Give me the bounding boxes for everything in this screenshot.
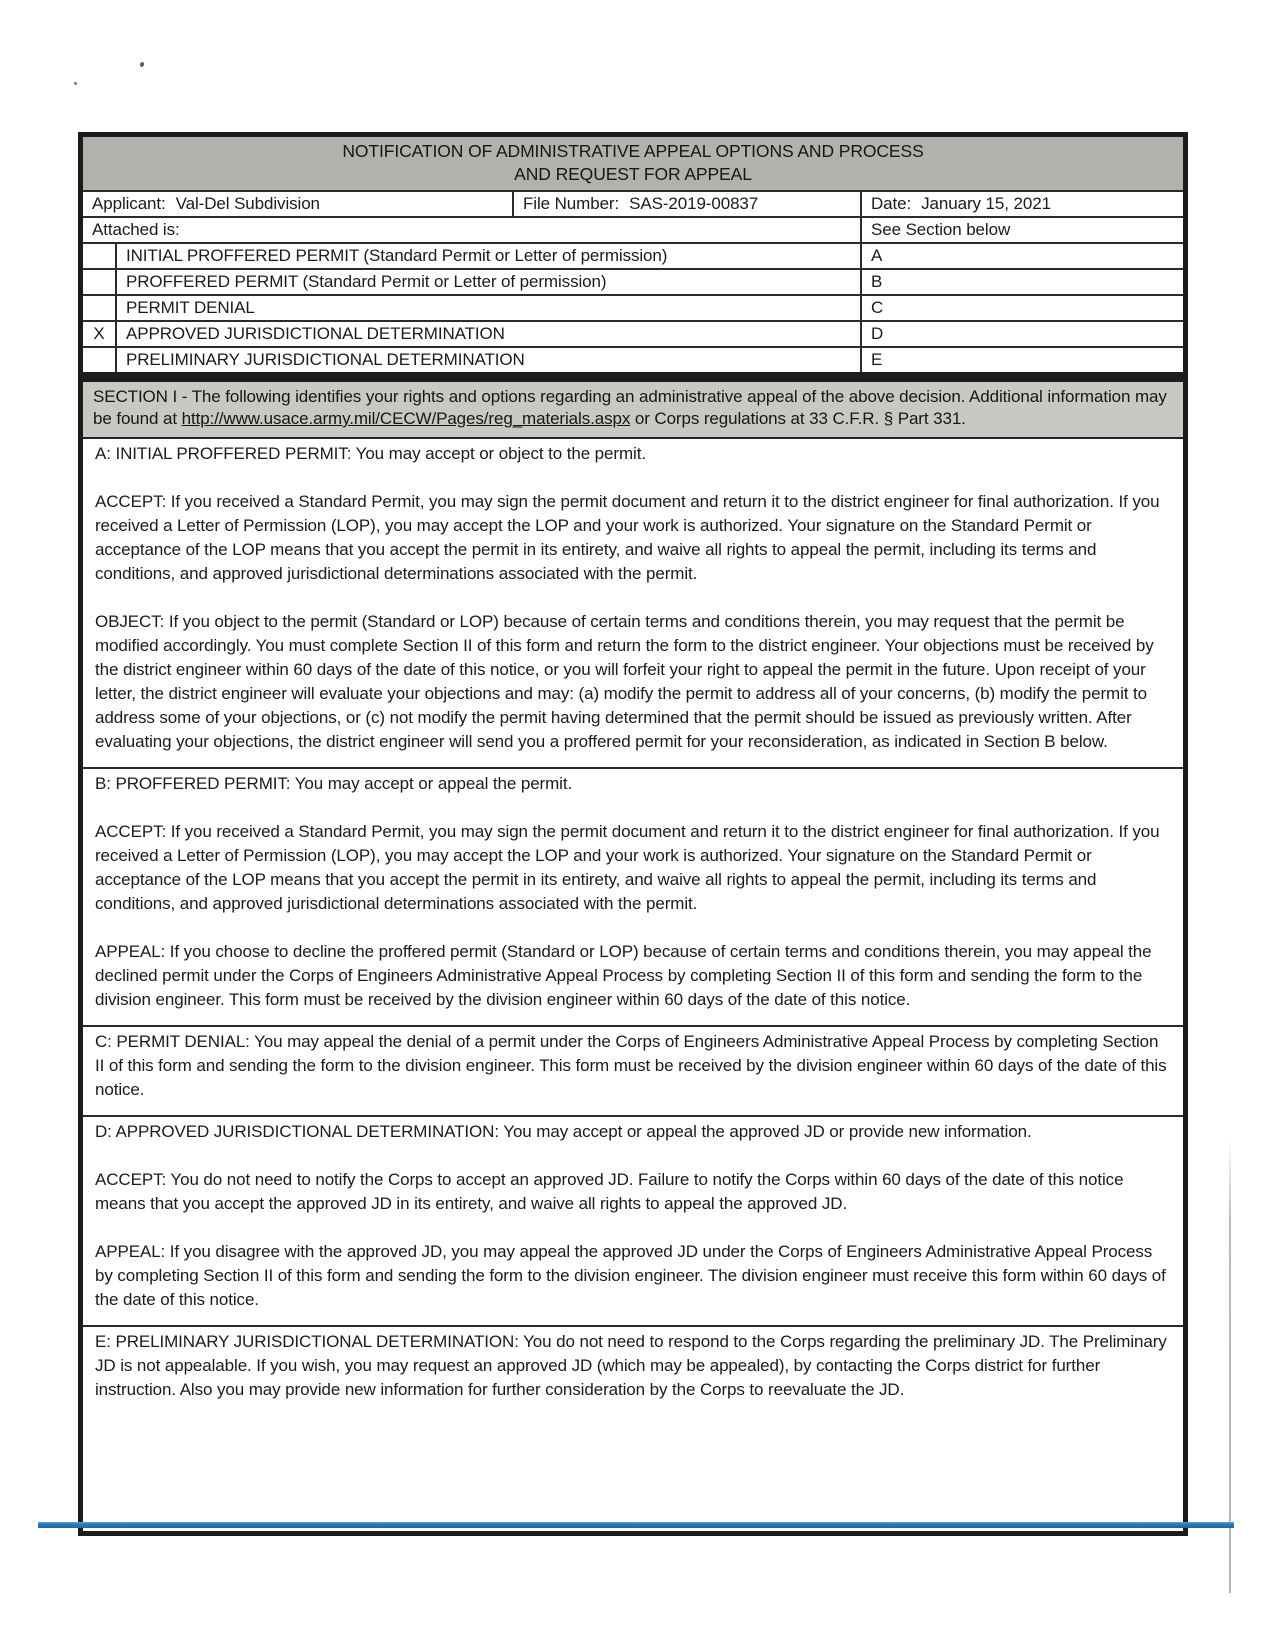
table-row-initial-proffered-permit (83, 242, 1183, 268)
section-a-heading: A: INITIAL PROFFERED PERMIT: You may accept or object to the permit. (95, 444, 646, 463)
table-row-preliminary-jd (83, 346, 1183, 372)
table-row-proffered-permit (83, 268, 1183, 294)
table-row-approved-jd (83, 320, 1183, 346)
attachment-label: INITIAL PROFFERED PERMIT (Standard Permit or Letter of permission) (115, 244, 860, 268)
section-a-object-paragraph: OBJECT: If you object to the permit (Standard or LOP) because of certain terms and conditions therein, you may request that the permit be modified accordingly. You must complete Section II of this form and return the form to the district engineer. Your objections must be received by the district engineer within 60 days of the date of this notice, or you will forfeit your right to appeal the permit in the future. Upon receipt of your letter, the district engineer will evaluate your objections and may: (a) modify the permit to address all of your concerns, (b) modify the permit to address some of your objections, or (c) not modify the permit having determined that the permit should be issued as previously written. After evaluating your objections, the district engineer will send you a proffered permit for your reconsideration, as indicated in Section B below. (95, 612, 1154, 751)
table-row-permit-denial (83, 294, 1183, 320)
section-d-accept-paragraph: ACCEPT: You do not need to notify the Corps to accept an approved JD. Failure to notify the Corps within 60 days of the date of this notice means that you accept the approved JD in its entirety, and waive all rights to appeal the approved JD. (95, 1170, 1124, 1213)
date-cell (860, 192, 1183, 216)
section-b-proffered-permit (83, 767, 1183, 1025)
section-d-heading: D: APPROVED JURISDICTIONAL DETERMINATION: You may accept or appeal the approved JD or provide new information. (95, 1122, 1032, 1141)
section-i-text-after-link: or Corps regulations at 33 C.F.R. § Part 331. (630, 409, 966, 428)
section-a-accept-paragraph: ACCEPT: If you received a Standard Permit, you may sign the permit document and return it to the district engineer for final authorization. If you received a Letter of Permission (LOP), you may accept the LOP and your work is authorized. Your signature on the Standard Permit or acceptance of the LOP means that you accept the permit in its entirety, and waive all rights to appeal the permit, including its terms and conditions, and approved jurisdictional determinations associated with the permit. (95, 492, 1160, 583)
checkbox-cell (83, 244, 115, 268)
section-letter: A (860, 244, 1183, 268)
section-i-text-before-link: SECTION I - The following identifies your rights and options regarding an administrative appeal of the above decision. Additional information may be found at (93, 387, 1167, 428)
section-e-paragraph: E: PRELIMINARY JURISDICTIONAL DETERMINATION: You do not need to respond to the Corps regarding the preliminary JD. The Preliminary JD is not appealable. If you wish, you may request an approved JD (which may be appealed), by contacting the Corps district for further instruction. Also you may provide new information for further consideration by the Corps to reevaluate the JD. (95, 1332, 1167, 1399)
header-row (83, 190, 1183, 216)
file-number-value: SAS-2019-00837 (629, 194, 759, 213)
section-b-accept-paragraph: ACCEPT: If you received a Standard Permit, you may sign the permit document and return it to the district engineer for final authorization. If you received a Letter of Permission (LOP), you may accept the LOP and your work is authorized. Your signature on the Standard Permit or acceptance of the LOP means that you accept the permit in its entirety, and waive all rights to appeal the permit, including its terms and conditions, and approved jurisdictional determinations associated with the permit. (95, 822, 1160, 913)
section-letter: D (860, 322, 1183, 346)
checkbox-cell-marked: X (93, 324, 105, 343)
section-d-approved-jd (83, 1115, 1183, 1325)
section-letter: C (860, 296, 1183, 320)
checkbox-cell (83, 296, 115, 320)
scan-speck (139, 61, 145, 67)
section-e-preliminary-jd (83, 1325, 1183, 1531)
regulations-link[interactable]: http://www.usace.army.mil/CECW/Pages/reg_materials.aspx (181, 409, 631, 428)
section-d-appeal-paragraph: APPEAL: If you disagree with the approved JD, you may appeal the approved JD under the Corps of Engineers Administrative Appeal Process by completing Section II of this form and sending the form to the division engineer. The division engineer must receive this form within 60 days of the date of this notice. (95, 1242, 1166, 1309)
scan-speck (74, 82, 77, 85)
file-number-label: File Number: (523, 194, 620, 213)
section-letter: E (860, 348, 1183, 372)
section-c-paragraph: C: PERMIT DENIAL: You may appeal the denial of a permit under the Corps of Engineers Administrative Appeal Process by completing Section II of this form and sending the form to the division engineer. This form must be received by the division engineer within 60 days of the date of this notice. (95, 1032, 1167, 1099)
attachment-label: APPROVED JURISDICTIONAL DETERMINATION (115, 322, 860, 346)
section-a-initial-proffered-permit (83, 439, 1183, 767)
checkbox-cell (83, 348, 115, 372)
file-number-cell (512, 192, 860, 216)
applicant-label: Applicant: (92, 194, 166, 213)
section-c-permit-denial (83, 1025, 1183, 1115)
form-title-line1: NOTIFICATION OF ADMINISTRATIVE APPEAL OPTIONS AND PROCESS (342, 141, 924, 161)
section-letter: B (860, 270, 1183, 294)
attachment-label: PERMIT DENIAL (115, 296, 860, 320)
date-value: January 15, 2021 (921, 194, 1051, 213)
appeal-notification-form (78, 132, 1188, 1536)
scan-blue-line (38, 1522, 1234, 1528)
attachment-label: PRELIMINARY JURISDICTIONAL DETERMINATION (115, 348, 860, 372)
attached-row (83, 216, 1183, 242)
date-label: Date: (871, 194, 912, 213)
form-title-line2: AND REQUEST FOR APPEAL (514, 164, 752, 184)
section-i-intro (83, 382, 1183, 439)
checkbox-cell (83, 270, 115, 294)
applicant-value: Val-Del Subdivision (175, 194, 320, 213)
applicant-cell (83, 192, 512, 216)
section-b-appeal-paragraph: APPEAL: If you choose to decline the proffered permit (Standard or LOP) because of certain terms and conditions therein, you may appeal the declined permit under the Corps of Engineers Administrative Appeal Process by completing Section II of this form and sending the form to the division engineer. This form must be received by the division engineer within 60 days of the date of this notice. (95, 942, 1152, 1009)
attached-label: Attached is: (92, 220, 180, 239)
section-b-heading: B: PROFFERED PERMIT: You may accept or appeal the permit. (95, 774, 573, 793)
section-divider-bar (83, 372, 1183, 382)
attachment-label: PROFFERED PERMIT (Standard Permit or Letter of permission) (115, 270, 860, 294)
see-section-label: See Section below (860, 218, 1183, 242)
form-title-bar (83, 137, 1183, 190)
